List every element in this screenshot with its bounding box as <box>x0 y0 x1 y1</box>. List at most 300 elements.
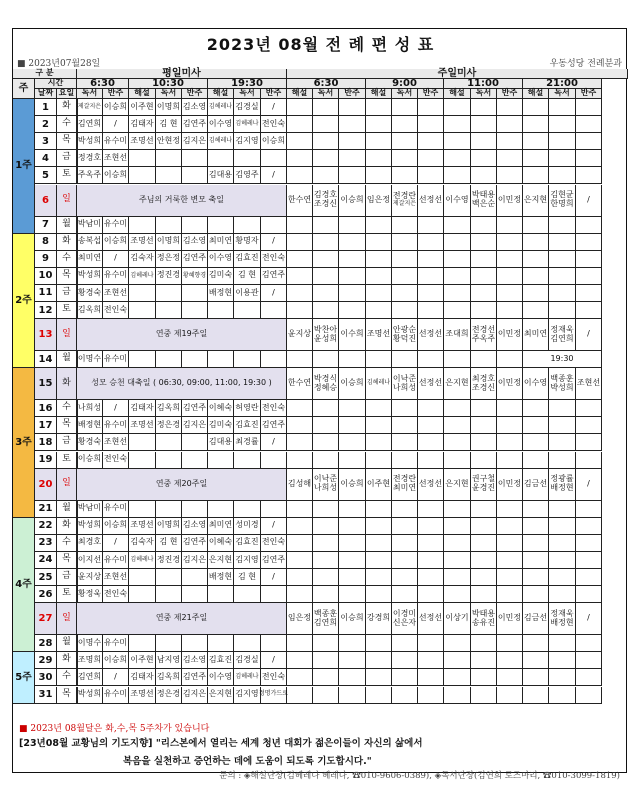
role-name: 윤성희 <box>313 333 338 343</box>
empty-cell <box>497 116 523 133</box>
empty-cell <box>418 133 444 150</box>
empty-cell <box>444 167 471 184</box>
empty-cell <box>523 217 549 234</box>
weekday-role-cell <box>129 452 156 469</box>
sunday-role-cell <box>287 185 313 217</box>
empty-cell <box>339 552 366 569</box>
weekday-role-cell: 이승희 <box>77 452 103 469</box>
weekday-role-cell: / <box>261 167 287 184</box>
empty-cell <box>471 535 497 552</box>
prayer-intention-tail: 복음을 실천하고 증언하는 데에 도움이 되도록 기도합시다." <box>123 756 372 767</box>
weekday-role-cell <box>129 167 156 184</box>
empty-cell <box>392 518 418 535</box>
empty-cell <box>287 302 313 319</box>
empty-cell <box>444 150 471 167</box>
role-name: 선정선 <box>418 613 443 623</box>
role-name: 김연희 <box>313 617 338 627</box>
empty-cell <box>444 417 471 434</box>
sunday-role-cell <box>471 469 497 501</box>
date-cell: 29 <box>35 652 57 669</box>
weekday-cell: 목 <box>57 268 77 285</box>
weekday-role-cell: 김지은 <box>182 133 208 150</box>
role-name: 이민정 <box>497 378 522 388</box>
weekday-cell: 목 <box>57 133 77 150</box>
weekday-role-cell: 황혜향경 <box>182 268 208 285</box>
weekday-role-cell: 조명선 <box>129 518 156 535</box>
empty-cell <box>576 452 602 469</box>
empty-cell <box>444 452 471 469</box>
empty-cell <box>471 452 497 469</box>
empty-cell <box>339 400 366 417</box>
empty-cell <box>444 687 471 704</box>
date-cell: 2 <box>35 116 57 133</box>
empty-cell <box>339 518 366 535</box>
empty-cell <box>339 99 366 116</box>
role-name: 이상기 <box>445 613 469 623</box>
role-name: 한수연 <box>287 378 312 388</box>
empty-cell <box>287 452 313 469</box>
empty-cell <box>313 417 339 434</box>
date-cell: 30 <box>35 669 57 686</box>
role-name: 조경신 <box>313 199 338 208</box>
empty-cell <box>339 569 366 586</box>
empty-cell <box>313 569 339 586</box>
date-cell: 20 <box>35 469 57 501</box>
weekday-role-cell: 김소영 <box>182 518 208 535</box>
empty-cell <box>471 501 497 518</box>
role-name: 은지현 <box>445 378 469 388</box>
sunday-role-cell <box>339 469 366 501</box>
header-time-slot: 10:30 <box>129 79 208 89</box>
weekday-role-cell: 조명선 <box>129 687 156 704</box>
weekday-role-cell <box>129 501 156 518</box>
weekday-role-cell <box>182 217 208 234</box>
role-name: 박태용 <box>471 608 496 618</box>
empty-cell <box>444 635 471 652</box>
weekday-role-cell <box>261 351 287 368</box>
contact-info: 문의 : ◈해설단장(김헤레나 헤레나, ☎010-9606-0389), ◈독서단장(김연희 로즈마리, ☎010-3099-1819) <box>219 771 620 781</box>
header-role: 해설 <box>287 89 313 99</box>
empty-cell <box>497 417 523 434</box>
weekday-role-cell: 박남미 <box>77 217 103 234</box>
sunday-role-cell <box>418 469 444 501</box>
empty-cell <box>497 234 523 251</box>
weekday-role-cell <box>129 351 156 368</box>
sunday-role-cell <box>339 185 366 217</box>
date-cell: 7 <box>35 217 57 234</box>
sunday-role-cell <box>287 368 313 400</box>
empty-cell <box>444 133 471 150</box>
empty-cell <box>392 687 418 704</box>
empty-cell <box>444 586 471 603</box>
empty-cell <box>313 452 339 469</box>
empty-cell <box>313 234 339 251</box>
empty-cell <box>523 452 549 469</box>
role-name: 최경호 <box>471 373 496 383</box>
weekday-role-cell: 황경숙 <box>77 285 103 302</box>
empty-cell <box>339 251 366 268</box>
event-title: 성모 승천 대축일 ( 06:30, 09:00, 11:00, 19:30 ) <box>77 368 287 400</box>
weekday-role-cell <box>182 569 208 586</box>
date-cell: 12 <box>35 302 57 319</box>
weekday-role-cell: / <box>261 518 287 535</box>
empty-cell <box>523 234 549 251</box>
empty-cell <box>366 569 392 586</box>
weekday-role-cell: 김연희 <box>77 669 103 686</box>
sunday-role-cell <box>313 185 339 217</box>
weekday-role-cell <box>234 501 261 518</box>
weekday-role-cell: 김지영 <box>234 687 261 704</box>
empty-cell <box>523 150 549 167</box>
weekday-role-cell: 김헤레나 <box>234 116 261 133</box>
sunday-role-cell <box>313 319 339 351</box>
weekday-role-cell <box>182 635 208 652</box>
weekday-role-cell: 배정현 <box>77 417 103 434</box>
empty-cell <box>418 234 444 251</box>
weekday-role-cell <box>156 351 182 368</box>
header-time-slot: 6:30 <box>287 79 366 89</box>
weekday-role-cell <box>156 285 182 302</box>
role-name: 이민정 <box>497 613 522 623</box>
weekday-cell: 수 <box>57 669 77 686</box>
weekday-role-cell: 김연주 <box>261 417 287 434</box>
empty-cell <box>523 302 549 319</box>
empty-cell <box>418 552 444 569</box>
empty-cell <box>287 569 313 586</box>
weekday-role-cell <box>261 586 287 603</box>
sunday-role-cell <box>313 368 339 400</box>
empty-cell <box>313 167 339 184</box>
empty-cell <box>576 133 602 150</box>
empty-cell <box>576 400 602 417</box>
sunday-role-cell <box>444 319 471 351</box>
weekday-cell: 수 <box>57 535 77 552</box>
header-dow: 요일 <box>57 89 77 99</box>
empty-cell <box>549 501 576 518</box>
header-gubun: 구 분 <box>13 69 77 79</box>
empty-cell <box>523 669 549 686</box>
empty-cell <box>549 400 576 417</box>
weekday-role-cell: 전인숙 <box>103 302 129 319</box>
empty-cell <box>339 669 366 686</box>
empty-cell <box>339 635 366 652</box>
role-name: 김연희 <box>550 333 574 343</box>
weekday-role-cell: 김옥희 <box>156 400 182 417</box>
weekday-role-cell: 김숙자 <box>129 251 156 268</box>
weekday-cell: 토 <box>57 167 77 184</box>
empty-cell <box>444 569 471 586</box>
empty-cell <box>287 586 313 603</box>
empty-cell <box>576 99 602 116</box>
empty-cell <box>497 687 523 704</box>
role-name: 정재욱 <box>550 324 574 334</box>
empty-cell <box>444 652 471 669</box>
empty-cell <box>339 217 366 234</box>
weekday-role-cell: 이혜숙 <box>208 400 234 417</box>
weekday-role-cell: 김 현 <box>234 268 261 285</box>
weekday-cell: 월 <box>57 351 77 368</box>
weekday-role-cell <box>208 217 234 234</box>
role-name: / <box>587 613 590 623</box>
role-name: 나희성 <box>392 382 417 392</box>
empty-cell <box>497 133 523 150</box>
weekday-role-cell: 조명선 <box>129 417 156 434</box>
sunday-role-cell <box>418 368 444 400</box>
header-role: 반주 <box>497 89 523 99</box>
empty-cell <box>471 251 497 268</box>
empty-cell <box>392 452 418 469</box>
sunday-role-cell <box>497 603 523 635</box>
weekday-role-cell: 김대용 <box>208 167 234 184</box>
empty-cell <box>392 400 418 417</box>
sunday-role-cell <box>523 368 549 400</box>
weekday-cell: 화 <box>57 99 77 116</box>
weekday-role-cell: 조명선 <box>129 234 156 251</box>
weekday-role-cell <box>129 150 156 167</box>
empty-cell <box>549 652 576 669</box>
role-name: 백종훈 <box>550 373 574 383</box>
role-name: 김금선 <box>523 478 548 488</box>
empty-cell <box>444 268 471 285</box>
empty-cell <box>287 268 313 285</box>
weekday-role-cell <box>182 150 208 167</box>
weekday-role-cell <box>182 167 208 184</box>
role-name: 최미연 <box>523 329 548 339</box>
empty-cell <box>418 150 444 167</box>
date-cell: 31 <box>35 687 57 704</box>
weekday-role-cell <box>129 586 156 603</box>
empty-cell <box>549 635 576 652</box>
role-name: 신은자 <box>392 617 417 627</box>
sunday-role-cell <box>287 603 313 635</box>
weekday-role-cell: 이명수 <box>77 351 103 368</box>
empty-cell <box>392 669 418 686</box>
date-cell: 8 <box>35 234 57 251</box>
empty-cell <box>549 285 576 302</box>
empty-cell <box>339 652 366 669</box>
empty-cell <box>366 552 392 569</box>
empty-cell <box>366 268 392 285</box>
weekday-role-cell <box>156 167 182 184</box>
weekday-role-cell: / <box>261 99 287 116</box>
empty-cell <box>549 569 576 586</box>
empty-cell <box>444 234 471 251</box>
weekday-role-cell: 이수영 <box>208 669 234 686</box>
sunday-role-cell <box>392 185 418 217</box>
weekday-role-cell <box>234 217 261 234</box>
empty-cell <box>471 417 497 434</box>
role-name: 주옥주 <box>471 333 496 343</box>
role-name: 배정현 <box>550 617 574 627</box>
empty-cell <box>418 635 444 652</box>
empty-cell <box>418 285 444 302</box>
empty-cell <box>418 652 444 669</box>
empty-cell <box>392 434 418 451</box>
weekday-role-cell <box>208 586 234 603</box>
sunday-role-cell <box>392 603 418 635</box>
sunday-role-cell <box>392 469 418 501</box>
weekday-role-cell: 김지은 <box>182 417 208 434</box>
empty-cell <box>576 302 602 319</box>
role-name: 이승희 <box>340 478 364 488</box>
empty-cell <box>313 669 339 686</box>
sunday-role-cell <box>523 469 549 501</box>
empty-cell <box>418 217 444 234</box>
empty-cell <box>523 268 549 285</box>
weekday-role-cell: 김연희 <box>77 116 103 133</box>
empty-cell <box>287 400 313 417</box>
role-name: 최미연 <box>392 483 417 493</box>
empty-cell <box>444 501 471 518</box>
empty-cell <box>523 535 549 552</box>
empty-cell <box>418 167 444 184</box>
weekday-role-cell: 이주현 <box>129 99 156 116</box>
empty-cell <box>392 167 418 184</box>
sunday-role-cell <box>366 319 392 351</box>
weekday-role-cell: 조현선 <box>103 150 129 167</box>
sunday-role-cell <box>418 185 444 217</box>
empty-cell <box>418 501 444 518</box>
role-name: 조명선 <box>366 329 391 339</box>
empty-cell <box>549 535 576 552</box>
schedule-sheet <box>12 28 627 781</box>
date-cell: 25 <box>35 569 57 586</box>
sunday-role-cell <box>418 319 444 351</box>
weekday-cell: 일 <box>57 185 77 217</box>
empty-cell <box>287 518 313 535</box>
empty-cell <box>287 535 313 552</box>
empty-cell <box>339 586 366 603</box>
weekday-role-cell: 허영란 <box>234 400 261 417</box>
header-sunday-mass: 주일미사 <box>287 69 628 79</box>
date-cell: 26 <box>35 586 57 603</box>
role-name: 이낙준 <box>313 474 338 484</box>
empty-cell <box>313 535 339 552</box>
weekday-role-cell: 이명희 <box>156 518 182 535</box>
weekday-role-cell: 최미연 <box>77 251 103 268</box>
weekday-cell: 금 <box>57 150 77 167</box>
empty-cell <box>287 234 313 251</box>
weekday-role-cell <box>156 302 182 319</box>
weekday-role-cell: / <box>103 669 129 686</box>
weekday-role-cell: 정은정 <box>156 251 182 268</box>
empty-cell <box>523 652 549 669</box>
header-role: 반주 <box>576 89 602 99</box>
sunday-role-cell <box>549 469 576 501</box>
sunday-role-cell <box>576 603 602 635</box>
date-cell: 1 <box>35 99 57 116</box>
empty-cell <box>313 217 339 234</box>
weekday-role-cell: 이승희 <box>103 652 129 669</box>
sunday-role-cell <box>497 469 523 501</box>
sunday-role-cell <box>576 368 602 400</box>
weekday-role-cell: 김효진 <box>234 417 261 434</box>
empty-cell <box>549 586 576 603</box>
sunday-role-cell <box>287 319 313 351</box>
weekday-role-cell <box>208 501 234 518</box>
weekday-role-cell: / <box>103 251 129 268</box>
header-role: 독서 <box>549 89 576 99</box>
weekday-role-cell: 나희성 <box>77 400 103 417</box>
empty-cell <box>313 116 339 133</box>
role-name: / <box>587 194 590 204</box>
weekday-cell: 수 <box>57 400 77 417</box>
empty-cell <box>576 150 602 167</box>
role-name: 이승희 <box>340 378 364 388</box>
weekday-role-cell: 조명희 <box>77 652 103 669</box>
empty-cell <box>339 234 366 251</box>
empty-cell <box>287 501 313 518</box>
weekday-role-cell: 안현정 <box>156 133 182 150</box>
empty-cell <box>339 434 366 451</box>
empty-cell <box>549 417 576 434</box>
empty-cell <box>392 501 418 518</box>
header-role: 반주 <box>339 89 366 99</box>
empty-cell <box>366 351 392 368</box>
weekday-role-cell: 송복섭 <box>77 234 103 251</box>
empty-cell <box>366 652 392 669</box>
empty-cell <box>549 434 576 451</box>
date-cell: 15 <box>35 368 57 400</box>
empty-cell <box>523 586 549 603</box>
weekday-role-cell: 이승희 <box>261 133 287 150</box>
empty-cell <box>392 569 418 586</box>
empty-cell <box>444 434 471 451</box>
weekday-role-cell <box>261 150 287 167</box>
empty-cell <box>471 687 497 704</box>
date-cell: 17 <box>35 417 57 434</box>
weekday-role-cell <box>156 569 182 586</box>
role-name: 백은순 <box>471 199 496 208</box>
empty-cell <box>313 268 339 285</box>
weekday-role-cell: 조현선 <box>103 434 129 451</box>
empty-cell <box>549 302 576 319</box>
empty-cell <box>497 217 523 234</box>
weekday-role-cell: 김지영 <box>234 133 261 150</box>
empty-cell <box>392 234 418 251</box>
role-name: 윤경진 <box>471 483 496 493</box>
empty-cell <box>576 669 602 686</box>
sunday-role-cell <box>366 603 392 635</box>
empty-cell <box>366 669 392 686</box>
role-name: 은지현 <box>523 194 548 204</box>
weekday-role-cell: 황명자 <box>234 234 261 251</box>
weekday-cell: 일 <box>57 319 77 351</box>
empty-cell <box>313 150 339 167</box>
weekday-role-cell: 김옥희 <box>156 669 182 686</box>
sunday-role-cell <box>549 368 576 400</box>
sunday-role-cell <box>313 603 339 635</box>
weekday-role-cell: / <box>103 400 129 417</box>
role-name: 김현균 <box>550 190 574 200</box>
role-name: 이낙준 <box>392 373 417 383</box>
header-role: 독서 <box>77 89 103 99</box>
date-cell: 21 <box>35 501 57 518</box>
empty-cell <box>392 150 418 167</box>
empty-cell <box>339 150 366 167</box>
role-name: 황덕진 <box>392 333 417 343</box>
weekday-role-cell: 전인숙 <box>261 251 287 268</box>
empty-cell <box>418 434 444 451</box>
weekday-role-cell: 전인숙 <box>261 116 287 133</box>
weekday-role-cell: 김소영 <box>182 99 208 116</box>
empty-cell <box>576 652 602 669</box>
empty-cell <box>313 99 339 116</box>
weekday-role-cell: 최미연 <box>208 234 234 251</box>
weekday-role-cell: 정명가드로 <box>261 687 287 704</box>
weekday-role-cell <box>261 302 287 319</box>
empty-cell <box>497 351 523 368</box>
